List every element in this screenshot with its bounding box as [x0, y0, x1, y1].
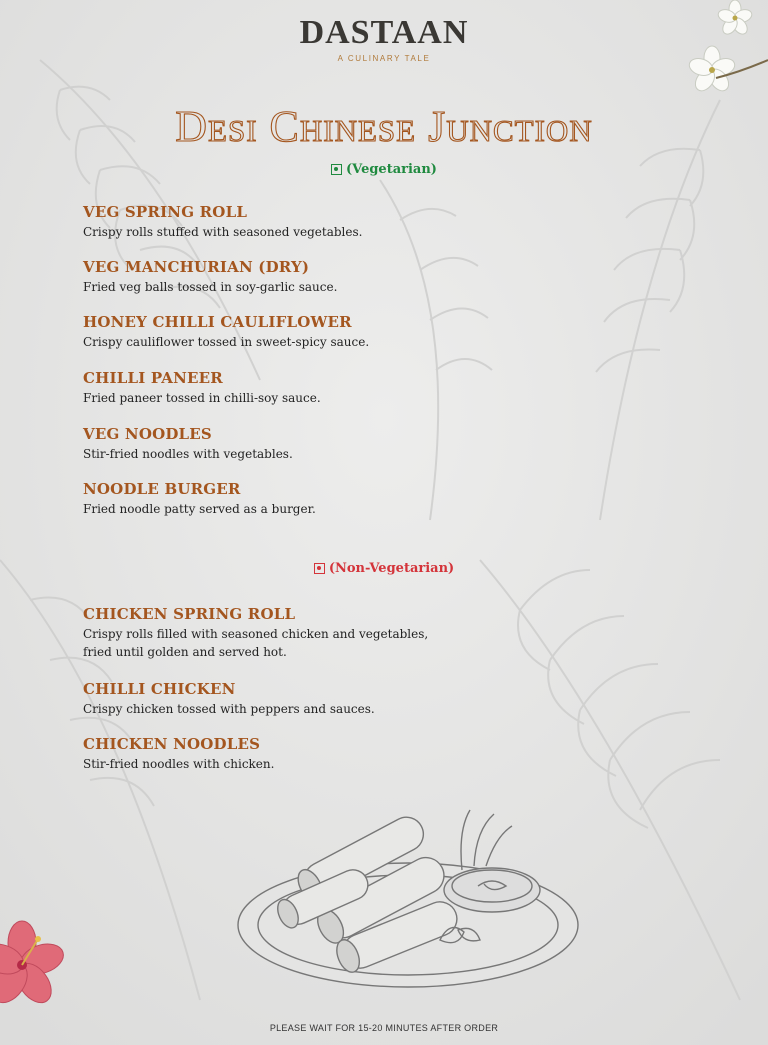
- menu-item: [83, 203, 683, 241]
- menu-item: [83, 425, 683, 463]
- item-description: Stir-fried noodles with chicken.: [83, 757, 275, 771]
- menu-item: [83, 680, 683, 718]
- brand-name: DASTAAN: [299, 14, 469, 51]
- nonveg-symbol-icon: [314, 563, 325, 574]
- nonveg-legend: [0, 561, 768, 576]
- menu-item: [83, 480, 683, 518]
- item-name: VEG NOODLES: [83, 425, 212, 443]
- veg-symbol-icon: [331, 164, 342, 175]
- item-description: Crispy rolls filled with seasoned chicken and vegetables,: [83, 627, 429, 641]
- nonveg-legend-label: (Non-Vegetarian): [328, 561, 455, 576]
- brand-tagline: A CULINARY TALE: [337, 54, 431, 63]
- item-name: HONEY CHILLI CAULIFLOWER: [83, 313, 352, 331]
- item-description: Fried veg balls tossed in soy-garlic sauce.: [83, 280, 338, 294]
- item-description: Fried noodle patty served as a burger.: [83, 502, 316, 516]
- item-name: VEG SPRING ROLL: [83, 203, 248, 221]
- item-name: CHICKEN NOODLES: [83, 735, 261, 753]
- menu-item: [83, 258, 683, 296]
- item-description: Stir-fried noodles with vegetables.: [83, 447, 293, 461]
- page-title: Desi Chinese Junction: [175, 102, 593, 151]
- item-name: CHILLI PANEER: [83, 369, 223, 387]
- veg-legend-label: (Vegetarian): [346, 162, 437, 177]
- item-description: Fried paneer tossed in chilli-soy sauce.: [83, 391, 321, 405]
- item-description: Crispy cauliflower tossed in sweet-spicy sauce.: [83, 335, 370, 349]
- item-name: VEG MANCHURIAN (DRY): [83, 258, 310, 276]
- veg-legend: [0, 162, 768, 177]
- brand-logo: [0, 14, 768, 63]
- menu-item: [83, 735, 683, 773]
- menu-item: [83, 369, 683, 407]
- item-description: Crispy rolls stuffed with seasoned vegetables.: [83, 225, 363, 239]
- item-name: NOODLE BURGER: [83, 480, 241, 498]
- item-description-continued: fried until golden and served hot.: [83, 645, 287, 659]
- item-name: CHICKEN SPRING ROLL: [83, 605, 296, 623]
- menu-item: [83, 605, 683, 661]
- item-name: CHILLI CHICKEN: [83, 680, 236, 698]
- item-description: Crispy chicken tossed with peppers and sauces.: [83, 702, 375, 716]
- menu-item: [83, 313, 683, 351]
- wait-time-note: PLEASE WAIT FOR 15-20 MINUTES AFTER ORDER: [269, 1023, 499, 1033]
